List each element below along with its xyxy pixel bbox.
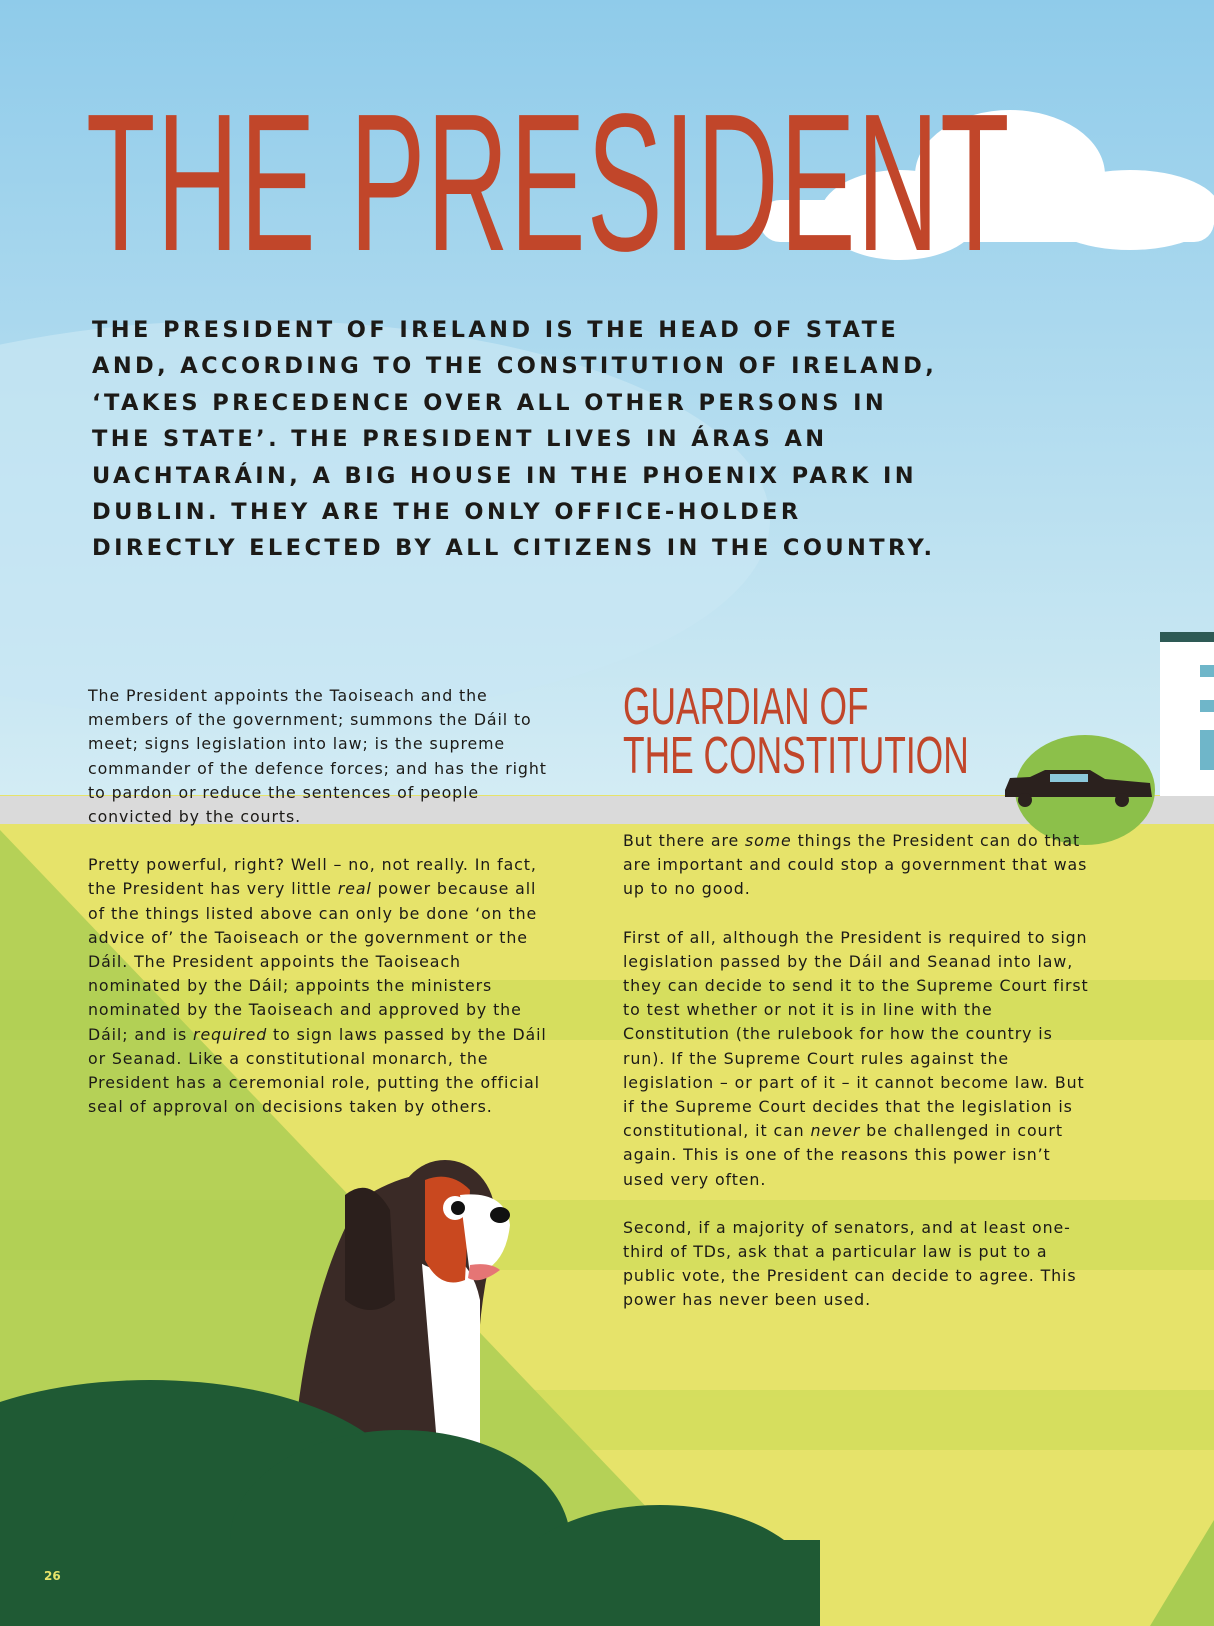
- paragraph: [88, 684, 558, 829]
- section-heading-line-1: GUARDIAN OF: [623, 678, 869, 736]
- section-heading-line-2: THE CONSTITUTION: [623, 727, 969, 785]
- text-segment: Second, if a majority of senators, and at least one-third of TDs, ask that a particular law is put to a public vote, the President can decide to agree. This power has never been used.: [623, 1217, 1077, 1310]
- emphasis-text: real: [337, 879, 372, 899]
- text-segment: be challenged in court again. This is one of the reasons this power isn’t used very often.: [623, 1121, 1063, 1189]
- page-title: THE PRESIDENT: [86, 73, 1011, 292]
- paragraph: [623, 829, 1093, 902]
- text-segment: Pretty powerful, right? Well – no, not really. In fact, the President has very little: [88, 855, 537, 899]
- emphasis-text: some: [745, 831, 792, 850]
- paragraph: [88, 853, 558, 1119]
- text-segment: to sign laws passed by the Dáil or Seanad. Like a constitutional monarch, the President has a ceremonial role, putting the official seal of approval on decisions taken by others.: [88, 1024, 547, 1117]
- emphasis-text: never: [810, 1121, 861, 1141]
- text-segment: things the President can do that are important and could stop a government that was up to no good.: [623, 831, 1088, 899]
- text-segment: power because all of the things listed above can only be done ‘on the advice of’ the Taoiseach or the government or the Dáil. The President appoints the Taoiseach nominated by the Dáil; appoints the ministers nominated by the Taoiseach and approved by the Dáil; and is: [88, 879, 538, 1044]
- left-column: [88, 684, 558, 1143]
- page-number: 26: [44, 1569, 61, 1583]
- paragraph: [623, 1216, 1093, 1313]
- text-segment: First of all, although the President is required to sign legislation passed by the Dáil and Seanad into law, they can decide to send it to the Supreme Court first to test whether or not it is in line with the Constitution (the rulebook for how the country is run). If the Supreme Court rules against the legislation – or part of it – it cannot become law. But if the Supreme Court decides that the legislation is constitutional, it can: [623, 927, 1089, 1141]
- intro-text: THE PRESIDENT OF IRELAND IS THE HEAD OF STATE AND, ACCORDING TO THE CONSTITUTION OF IRELAND, ‘TAKES PRECEDENCE OVER ALL OTHER PERSONS IN THE STATE’. THE PRESIDENT LIVES IN ÁRAS AN UACHTARÁIN, A BIG HOUSE IN THE PHOENIX PARK IN DUBLIN. THEY ARE THE ONLY OFFICE-HOLDER DIRECTLY ELECTED BY ALL CITIZENS IN THE COUNTRY.: [92, 317, 938, 562]
- paragraph: [623, 926, 1093, 1192]
- text-segment: The President appoints the Taoiseach and the members of the government; summons the Dáil to meet; signs legislation into law; is the supreme commander of the defence forces; and has the right to pardon or reduce the sentences of people convicted by the courts.: [88, 686, 547, 827]
- aras-an-uachtarain-house: [1160, 632, 1214, 796]
- right-column: [623, 829, 1093, 1337]
- section-heading: [623, 678, 969, 785]
- emphasis-text: required: [193, 1024, 268, 1044]
- text-segment: But there are: [623, 831, 746, 850]
